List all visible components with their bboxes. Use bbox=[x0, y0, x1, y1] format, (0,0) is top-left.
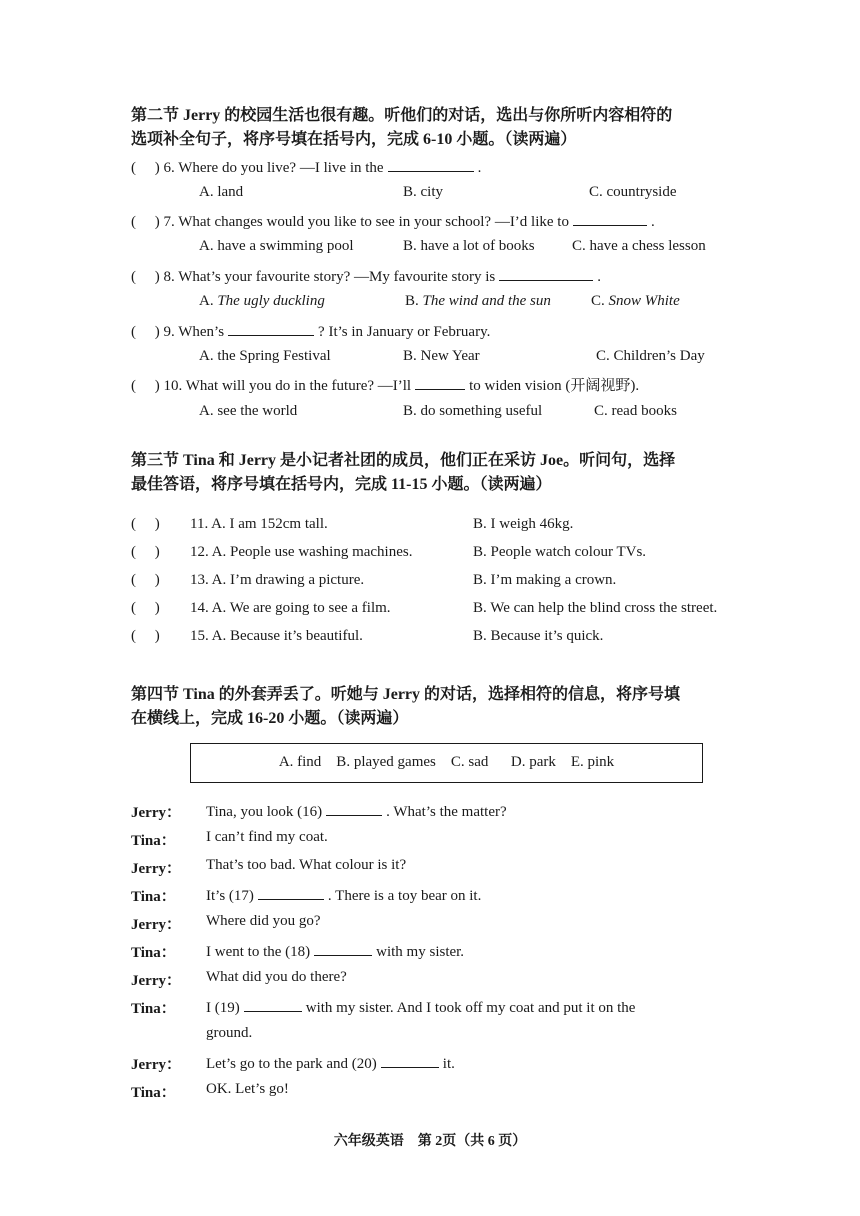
q9-option-a: A. the Spring Festival bbox=[199, 348, 331, 364]
q15-option-b: B. Because it’s quick. bbox=[473, 628, 604, 644]
blank-20[interactable] bbox=[381, 1053, 439, 1068]
answer-blank[interactable] bbox=[228, 321, 314, 336]
speaker-tina: Tina： bbox=[131, 833, 176, 849]
speaker-jerry: Jerry： bbox=[131, 973, 181, 989]
answer-bracket[interactable]: ( bbox=[131, 269, 155, 285]
speaker-jerry: Jerry： bbox=[131, 1057, 181, 1073]
question-9: ( ) 9. When’s ? It’s in January or February. bbox=[131, 321, 490, 342]
word-bank-box bbox=[190, 743, 703, 783]
dialogue-line-4: It’s (17) . There is a toy bear on it. bbox=[206, 885, 481, 905]
q11-option-b: B. I weigh 46kg. bbox=[473, 516, 574, 532]
sec2-heading-line2: 选项补全句子，将序号填在括号内，完成 6-10 小题。（读两遍） bbox=[131, 131, 577, 148]
dialogue-line-1: Tina, you look (16) . What’s the matter? bbox=[206, 801, 507, 821]
dialogue-line-10: OK. Let’s go! bbox=[206, 1081, 289, 1097]
q7-option-b: B. have a lot of books bbox=[403, 238, 535, 254]
q6-option-c: C. countryside bbox=[589, 184, 677, 200]
q13-option-b: B. I’m making a crown. bbox=[473, 572, 617, 588]
speaker-tina: Tina： bbox=[131, 945, 176, 961]
q10-option-b: B. do something useful bbox=[403, 403, 543, 419]
q6-option-a: A. land bbox=[199, 184, 244, 200]
q7-option-c: C. have a chess lesson bbox=[572, 238, 706, 254]
answer-blank[interactable] bbox=[499, 266, 593, 281]
q12-option-b: B. People watch colour TVs. bbox=[473, 544, 647, 560]
speaker-tina: Tina： bbox=[131, 1001, 176, 1017]
speaker-jerry: Jerry： bbox=[131, 861, 181, 877]
dialogue-line-2: I can’t find my coat. bbox=[206, 829, 328, 845]
question-10: ( ) 10. What will you do in the future? —I’ll to widen vision (开阔视野). bbox=[131, 375, 639, 396]
blank-18[interactable] bbox=[314, 941, 372, 956]
answer-bracket[interactable]: ( bbox=[131, 324, 155, 340]
question-8: ( ) 8. What’s your favourite story? —My favourite story is . bbox=[131, 266, 601, 287]
question-7: ( ) 7. What changes would you like to see in your school? —I’d like to . bbox=[131, 211, 655, 232]
answer-bracket-11[interactable]: ( ) bbox=[131, 516, 160, 532]
speaker-tina: Tina： bbox=[131, 889, 176, 905]
blank-19[interactable] bbox=[244, 997, 302, 1012]
answer-bracket[interactable]: ( bbox=[131, 160, 155, 176]
speaker-jerry: Jerry： bbox=[131, 805, 181, 821]
q13-option-a: 13. A. I’m drawing a picture. bbox=[190, 572, 365, 588]
q14-option-a: 14. A. We are going to see a film. bbox=[190, 600, 391, 616]
blank-17[interactable] bbox=[258, 885, 324, 900]
q10-option-a: A. see the world bbox=[199, 403, 298, 419]
dialogue-line-7: What did you do there? bbox=[206, 969, 347, 985]
sec3-heading-line1: 第三节 Tina 和 Jerry 是小记者社团的成员，他们正在采访 Joe。听问句，选择 bbox=[131, 452, 676, 469]
q8-option-c: C. Snow White bbox=[591, 293, 680, 309]
q6-option-b: B. city bbox=[403, 184, 443, 200]
answer-bracket-14[interactable]: ( ) bbox=[131, 600, 160, 616]
speaker-tina: Tina： bbox=[131, 1085, 176, 1101]
q14-option-b: B. We can help the blind cross the street. bbox=[473, 600, 718, 616]
dialogue-line-8: I (19) with my sister. And I took off my coat and put it on the bbox=[206, 997, 635, 1017]
q7-option-a: A. have a swimming pool bbox=[199, 238, 354, 254]
dialogue-line-6: I went to the (18) with my sister. bbox=[206, 941, 464, 961]
q11-option-a: 11. A. I am 152cm tall. bbox=[190, 516, 328, 532]
q10-option-c: C. read books bbox=[594, 403, 677, 419]
answer-blank[interactable] bbox=[415, 375, 465, 390]
q9-option-c: C. Children’s Day bbox=[596, 348, 705, 364]
answer-bracket-15[interactable]: ( ) bbox=[131, 628, 160, 644]
q9-option-b: B. New Year bbox=[403, 348, 480, 364]
sec3-heading-line2: 最佳答语，将序号填在括号内，完成 11-15 小题。（读两遍） bbox=[131, 476, 552, 493]
dialogue-line-5: Where did you go? bbox=[206, 913, 321, 929]
page-footer: 六年级英语 第 2页（共 6 页） bbox=[333, 1134, 527, 1149]
answer-bracket-12[interactable]: ( ) bbox=[131, 544, 160, 560]
word-bank-options: A. find B. played games C. sad D. park E. pink bbox=[278, 754, 615, 770]
dialogue-line-3: That’s too bad. What colour is it? bbox=[206, 857, 407, 873]
sec2-heading-line1: 第二节 Jerry 的校园生活也很有趣。听他们的对话，选出与你所听内容相符的 bbox=[131, 107, 673, 124]
q8-option-a: A. The ugly duckling bbox=[199, 293, 325, 309]
answer-blank[interactable] bbox=[388, 157, 474, 172]
q8-option-b: B. The wind and the sun bbox=[405, 293, 551, 309]
dialogue-line-8-cont: ground. bbox=[206, 1025, 253, 1041]
blank-16[interactable] bbox=[326, 801, 382, 816]
answer-bracket[interactable]: ( bbox=[131, 214, 155, 230]
answer-bracket[interactable]: ( bbox=[131, 378, 155, 394]
sec4-heading-line2: 在横线上，完成 16-20 小题。（读两遍） bbox=[131, 710, 409, 727]
speaker-jerry: Jerry： bbox=[131, 917, 181, 933]
q12-option-a: 12. A. People use washing machines. bbox=[190, 544, 413, 560]
answer-bracket-13[interactable]: ( ) bbox=[131, 572, 160, 588]
answer-blank[interactable] bbox=[573, 211, 647, 226]
dialogue-line-9: Let’s go to the park and (20) it. bbox=[206, 1053, 455, 1073]
question-6: ( ) 6. Where do you live? —I live in the . bbox=[131, 157, 481, 178]
q15-option-a: 15. A. Because it’s beautiful. bbox=[190, 628, 363, 644]
sec4-heading-line1: 第四节 Tina 的外套弄丢了。听她与 Jerry 的对话，选择相符的信息，将序号填 bbox=[131, 686, 681, 703]
